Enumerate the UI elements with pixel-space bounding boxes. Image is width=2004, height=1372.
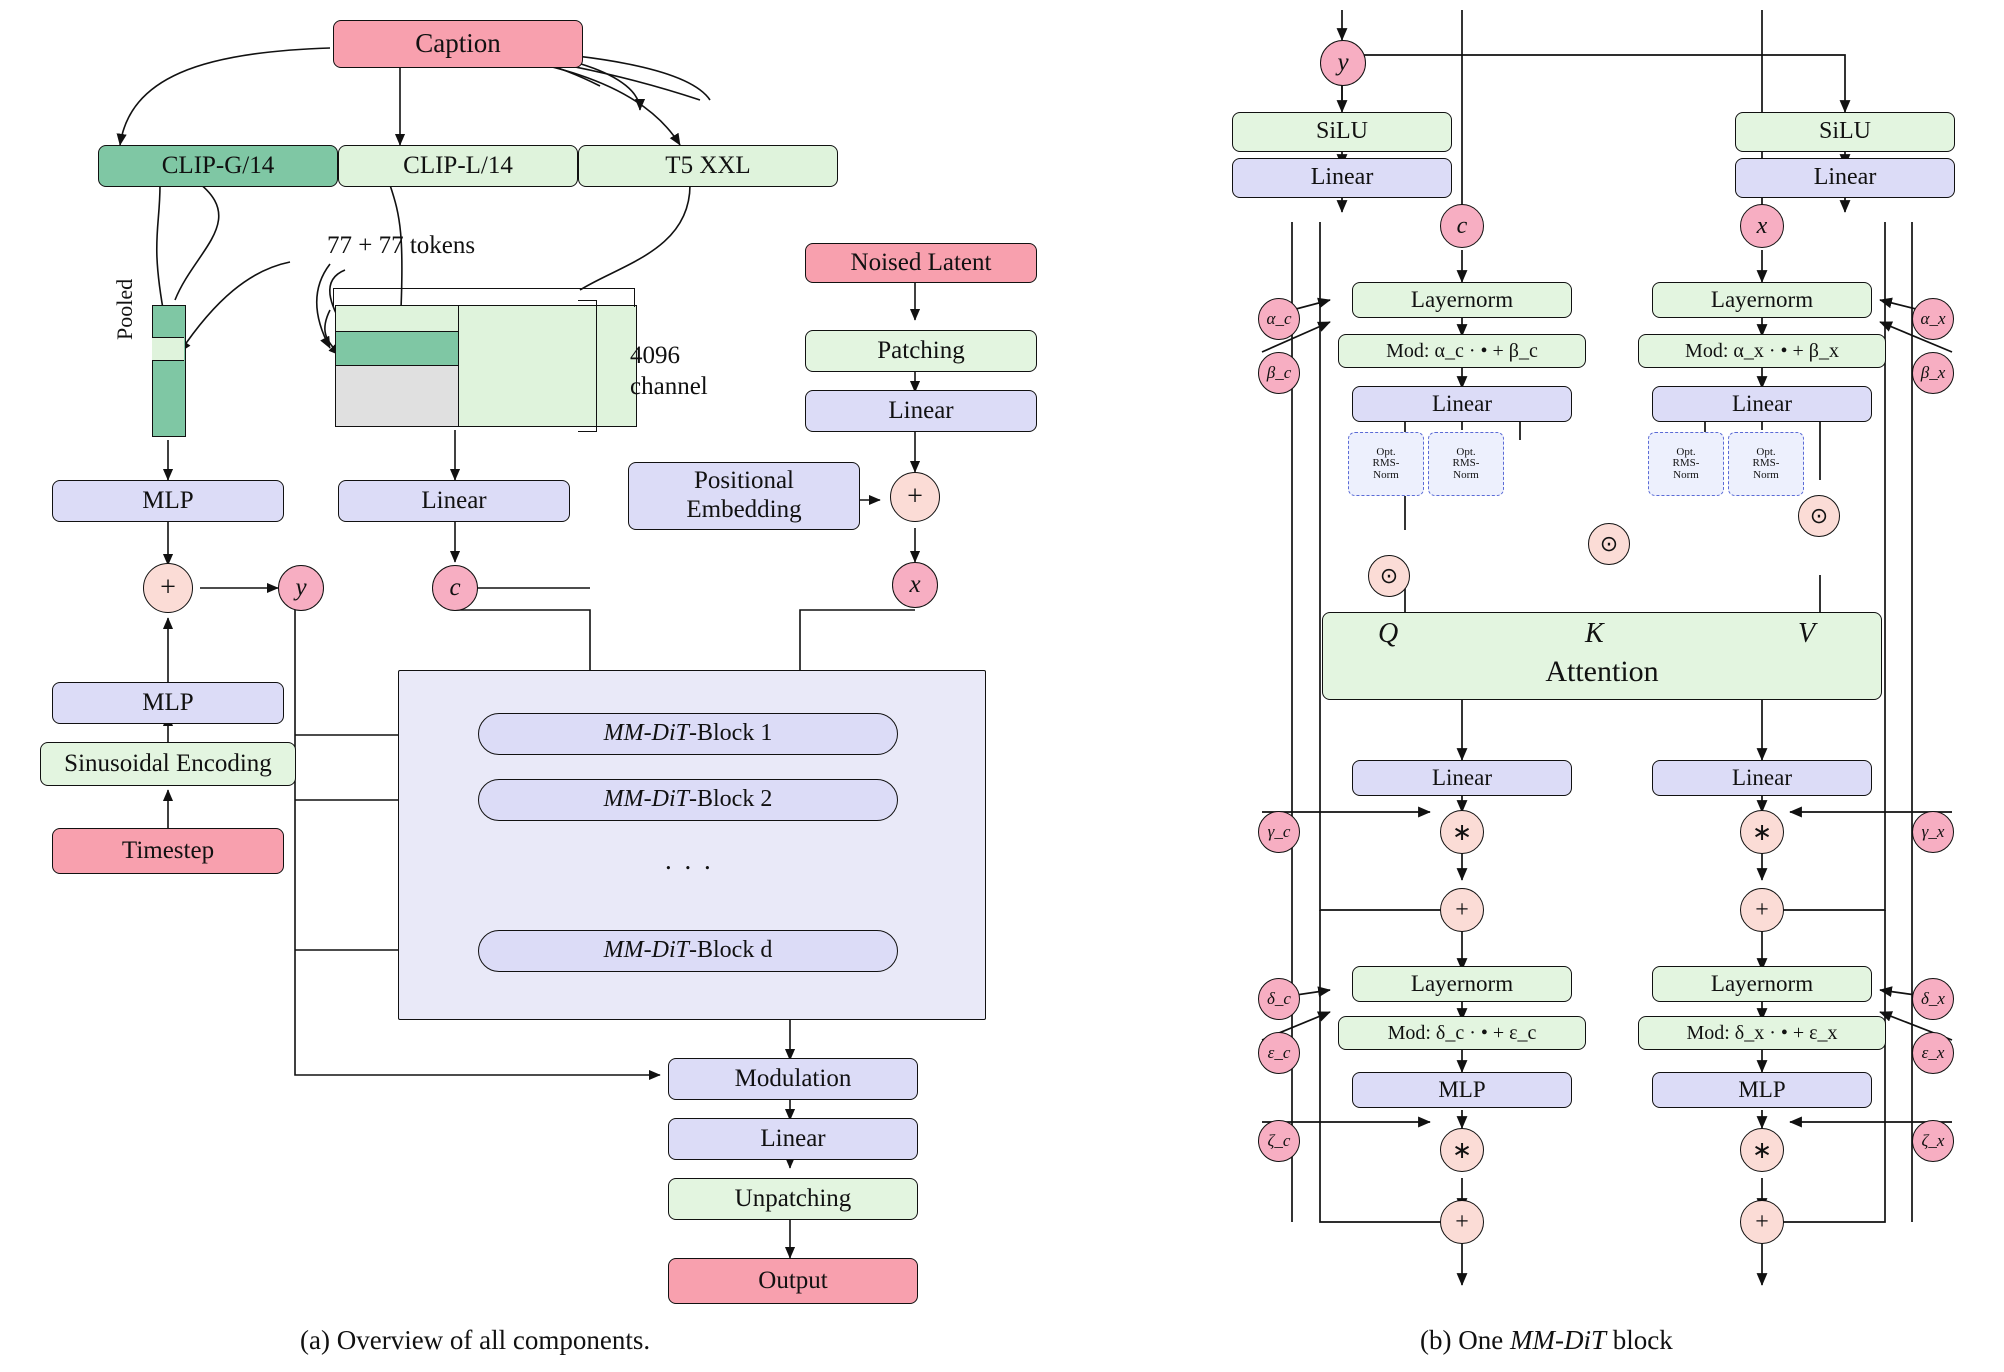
node-layernorm-x2 — [1652, 966, 1872, 1002]
mmdit-block-2-prefix: MM-DiT — [603, 786, 689, 813]
param-delta-x-label: δ_x — [1921, 989, 1945, 1008]
node-mod-x2 — [1638, 1016, 1886, 1050]
param-gamma-c — [1258, 811, 1300, 853]
plus-op-x1 — [1740, 888, 1784, 932]
node-linear-right-label: Linear — [1813, 164, 1877, 191]
c-circle — [432, 565, 478, 611]
mmdit-block-1[interactable] — [478, 713, 898, 755]
param-zeta-c — [1258, 1120, 1300, 1162]
node-linear-left-label: Linear — [1310, 164, 1374, 191]
node-mlp-2-label: MLP — [142, 688, 194, 716]
star-op-c2 — [1440, 1128, 1484, 1172]
node-linear-out — [668, 1118, 918, 1160]
node-linear-text — [338, 480, 570, 522]
rmsnorm-c-1 — [1348, 432, 1424, 496]
plus-op-c1-label: + — [1455, 896, 1469, 923]
caption-b-prefix: (b) One — [1420, 1325, 1510, 1355]
param-gamma-x — [1912, 811, 1954, 853]
token-grid-left-top — [335, 330, 459, 367]
panelb-x-circle — [1740, 204, 1784, 248]
v-label — [1798, 618, 1815, 650]
node-modulation-label: Modulation — [734, 1064, 852, 1092]
panelb-c-label: c — [1456, 212, 1468, 239]
param-alpha-c-label: α_c — [1266, 309, 1292, 328]
node-clip-l14 — [338, 145, 578, 187]
node-modulation — [668, 1058, 918, 1100]
plus-op-x1-label: + — [1755, 896, 1769, 923]
star-op-x2-label: ∗ — [1751, 1137, 1773, 1164]
rmsnorm-c-1-l1: Opt. — [1376, 445, 1396, 458]
node-silu-left — [1232, 112, 1452, 152]
token-grid-left-header — [335, 305, 459, 332]
q-text: Q — [1378, 618, 1399, 649]
mmdit-blocks-ellipsis — [665, 845, 714, 876]
mmdit-block-d-prefix: MM-DiT — [603, 937, 689, 964]
param-epsilon-x-label: ε_x — [1921, 1043, 1945, 1062]
node-mod-c2 — [1338, 1016, 1586, 1050]
token-grid-left-bottom — [335, 365, 459, 427]
latent-add-label: + — [907, 481, 923, 512]
param-epsilon-c-label: ε_c — [1267, 1043, 1291, 1062]
channel-label-line1: 4096 — [630, 342, 680, 369]
node-mlp-2 — [52, 682, 284, 724]
positional-embedding-line1: Positional — [693, 467, 794, 495]
node-output-label: Output — [758, 1266, 828, 1294]
panelb-c-circle — [1440, 204, 1484, 248]
pooled-label — [112, 279, 138, 340]
mmdit-block-d-suffix: -Block d — [689, 937, 773, 964]
node-silu-left-label: SiLU — [1315, 118, 1368, 145]
rmsnorm-x-1 — [1648, 432, 1724, 496]
dot-op-x — [1798, 495, 1840, 537]
node-silu-right-label: SiLU — [1818, 118, 1871, 145]
node-clip-g14 — [98, 145, 338, 187]
x-circle — [892, 562, 938, 608]
latent-add-circle — [890, 472, 940, 522]
tokens-label — [327, 232, 475, 260]
node-t5-xxl-label: T5 XXL — [665, 151, 751, 179]
caption-b-italic: MM-DiT — [1509, 1325, 1606, 1355]
node-sinusoidal-encoding — [40, 742, 296, 786]
caption-b-suffix: block — [1605, 1325, 1673, 1355]
rmsnorm-x-1-l3: Norm — [1673, 468, 1699, 481]
param-zeta-x-label: ζ_x — [1921, 1131, 1945, 1150]
param-beta-c-label: β_c — [1266, 363, 1292, 382]
node-patching-label: Patching — [877, 336, 965, 364]
rmsnorm-c-2-l2: RMS- — [1452, 457, 1480, 470]
node-timestep-label: Timestep — [121, 836, 215, 864]
panelb-y-label: y — [1337, 49, 1349, 76]
node-noised-latent — [805, 243, 1037, 283]
node-mlp-x — [1652, 1072, 1872, 1108]
node-mlp-c — [1352, 1072, 1572, 1108]
caption-a-text: (a) Overview of all components. — [300, 1325, 651, 1355]
plus-op-c2 — [1440, 1200, 1484, 1244]
param-zeta-x — [1912, 1120, 1954, 1162]
channel-label — [630, 340, 708, 403]
node-mlp-c-label: MLP — [1438, 1076, 1486, 1102]
node-timestep — [52, 828, 284, 874]
param-delta-c — [1258, 978, 1300, 1020]
rmsnorm-x-2-l2: RMS- — [1752, 457, 1780, 470]
node-output — [668, 1258, 918, 1304]
k-label — [1585, 618, 1604, 650]
attention-label: Attention — [1545, 654, 1659, 688]
pooled-add-label: + — [160, 572, 176, 603]
star-op-c1-label: ∗ — [1451, 819, 1473, 846]
node-linear-c2-label: Linear — [1431, 764, 1492, 790]
tokens-label-text: 77 + 77 tokens — [327, 232, 476, 259]
node-mlp-x-label: MLP — [1738, 1076, 1786, 1102]
rmsnorm-c-2-l1: Opt. — [1456, 445, 1476, 458]
rmsnorm-x-1-l1: Opt. — [1676, 445, 1696, 458]
channel-brace — [578, 300, 597, 432]
rmsnorm-x-2-l3: Norm — [1753, 468, 1779, 481]
node-mlp-1-label: MLP — [142, 486, 194, 514]
mmdit-block-2-suffix: -Block 2 — [689, 786, 773, 813]
param-gamma-x-label: γ_x — [1921, 822, 1945, 841]
param-beta-c — [1258, 352, 1300, 394]
node-noised-latent-label: Noised Latent — [850, 248, 992, 276]
star-op-x2 — [1740, 1128, 1784, 1172]
node-caption — [333, 20, 583, 68]
node-linear-x2-label: Linear — [1731, 764, 1792, 790]
rmsnorm-x-1-l2: RMS- — [1672, 457, 1700, 470]
node-linear-out-label: Linear — [760, 1124, 826, 1152]
mmdit-block-2[interactable] — [478, 779, 898, 821]
node-linear-left — [1232, 158, 1452, 198]
node-mod-c1 — [1338, 334, 1586, 368]
node-linear-c1 — [1352, 386, 1572, 422]
plus-op-c1 — [1440, 888, 1484, 932]
pooled-vector-highlight — [152, 337, 184, 361]
param-delta-c-label: δ_c — [1267, 989, 1291, 1008]
mmdit-block-1-prefix: MM-DiT — [603, 720, 689, 747]
node-mod-c1-label: Mod: α_c · • + β_c — [1386, 339, 1538, 362]
param-gamma-c-label: γ_c — [1267, 822, 1291, 841]
node-linear-x1-label: Linear — [1731, 390, 1792, 416]
star-op-c2-label: ∗ — [1451, 1137, 1473, 1164]
node-linear-c2 — [1352, 760, 1572, 796]
param-epsilon-x — [1912, 1032, 1954, 1074]
node-linear-latent-label: Linear — [888, 396, 954, 424]
y-circle — [278, 565, 324, 611]
node-clip-g14-label: CLIP-G/14 — [161, 151, 275, 179]
param-delta-x — [1912, 978, 1954, 1020]
param-beta-x-label: β_x — [1920, 363, 1946, 382]
mmdit-block-d[interactable] — [478, 930, 898, 972]
rmsnorm-c-2 — [1428, 432, 1504, 496]
rmsnorm-c-1-l3: Norm — [1373, 468, 1399, 481]
dot-op-c-label: ⊙ — [1379, 563, 1399, 588]
node-layernorm-x1 — [1652, 282, 1872, 318]
node-caption-label: Caption — [415, 28, 501, 59]
pooled-add-circle — [143, 563, 193, 613]
node-linear-latent — [805, 390, 1037, 432]
dot-op-c — [1368, 555, 1410, 597]
param-alpha-x — [1912, 298, 1954, 340]
dot-op-mid-label: ⊙ — [1599, 531, 1619, 556]
node-clip-l14-label: CLIP-L/14 — [403, 151, 513, 179]
caption-a — [300, 1325, 650, 1356]
q-label — [1378, 618, 1398, 650]
node-patching — [805, 330, 1037, 372]
dot-op-mid — [1588, 523, 1630, 565]
node-t5-xxl — [578, 145, 838, 187]
dot-op-x-label: ⊙ — [1809, 503, 1829, 528]
param-alpha-x-label: α_x — [1920, 309, 1946, 328]
param-beta-x — [1912, 352, 1954, 394]
node-linear-c1-label: Linear — [1431, 390, 1492, 416]
node-layernorm-c2-label: Layernorm — [1410, 970, 1514, 996]
panelb-x-label: x — [1756, 212, 1768, 239]
x-circle-label: x — [909, 571, 921, 598]
node-positional-embedding — [628, 462, 860, 530]
node-unpatching-label: Unpatching — [734, 1184, 852, 1212]
positional-embedding-line2: Embedding — [686, 496, 802, 523]
rmsnorm-x-2-l1: Opt. — [1756, 445, 1776, 458]
mmdit-block-1-suffix: -Block 1 — [689, 720, 773, 747]
y-circle-label: y — [295, 574, 307, 601]
c-circle-label: c — [449, 574, 461, 601]
star-op-x1 — [1740, 810, 1784, 854]
node-layernorm-c2 — [1352, 966, 1572, 1002]
panelb-y-circle — [1320, 40, 1366, 86]
node-layernorm-c1-label: Layernorm — [1410, 286, 1514, 312]
plus-op-x2-label: + — [1755, 1208, 1769, 1235]
v-text: V — [1798, 618, 1816, 649]
node-linear-x1 — [1652, 386, 1872, 422]
node-mlp-1 — [52, 480, 284, 522]
param-alpha-c — [1258, 298, 1300, 340]
node-linear-text-label: Linear — [421, 486, 487, 514]
node-linear-x2 — [1652, 760, 1872, 796]
plus-op-c2-label: + — [1455, 1208, 1469, 1235]
caption-b — [1420, 1325, 1673, 1356]
param-zeta-c-label: ζ_c — [1267, 1131, 1291, 1150]
pooled-vector — [152, 305, 186, 437]
node-layernorm-x1-label: Layernorm — [1710, 286, 1814, 312]
node-layernorm-c1 — [1352, 282, 1572, 318]
node-linear-right — [1735, 158, 1955, 198]
rmsnorm-x-2 — [1728, 432, 1804, 496]
star-op-c1 — [1440, 810, 1484, 854]
pooled-label-text: Pooled — [112, 278, 137, 340]
node-layernorm-x2-label: Layernorm — [1710, 970, 1814, 996]
k-text: K — [1585, 618, 1604, 649]
node-silu-right — [1735, 112, 1955, 152]
rmsnorm-c-2-l3: Norm — [1453, 468, 1479, 481]
plus-op-x2 — [1740, 1200, 1784, 1244]
node-unpatching — [668, 1178, 918, 1220]
node-mod-x1 — [1638, 334, 1886, 368]
node-mod-c2-label: Mod: δ_c · • + ε_c — [1387, 1021, 1537, 1044]
node-mod-x1-label: Mod: α_x · • + β_x — [1685, 339, 1839, 362]
mmdit-blocks-ellipsis-text: . . . — [665, 845, 714, 875]
channel-label-line2: channel — [630, 373, 708, 401]
node-sinusoidal-encoding-label: Sinusoidal Encoding — [64, 749, 272, 777]
node-mod-x2-label: Mod: δ_x · • + ε_x — [1686, 1021, 1838, 1044]
star-op-x1-label: ∗ — [1751, 819, 1773, 846]
rmsnorm-c-1-l2: RMS- — [1372, 457, 1400, 470]
param-epsilon-c — [1258, 1032, 1300, 1074]
